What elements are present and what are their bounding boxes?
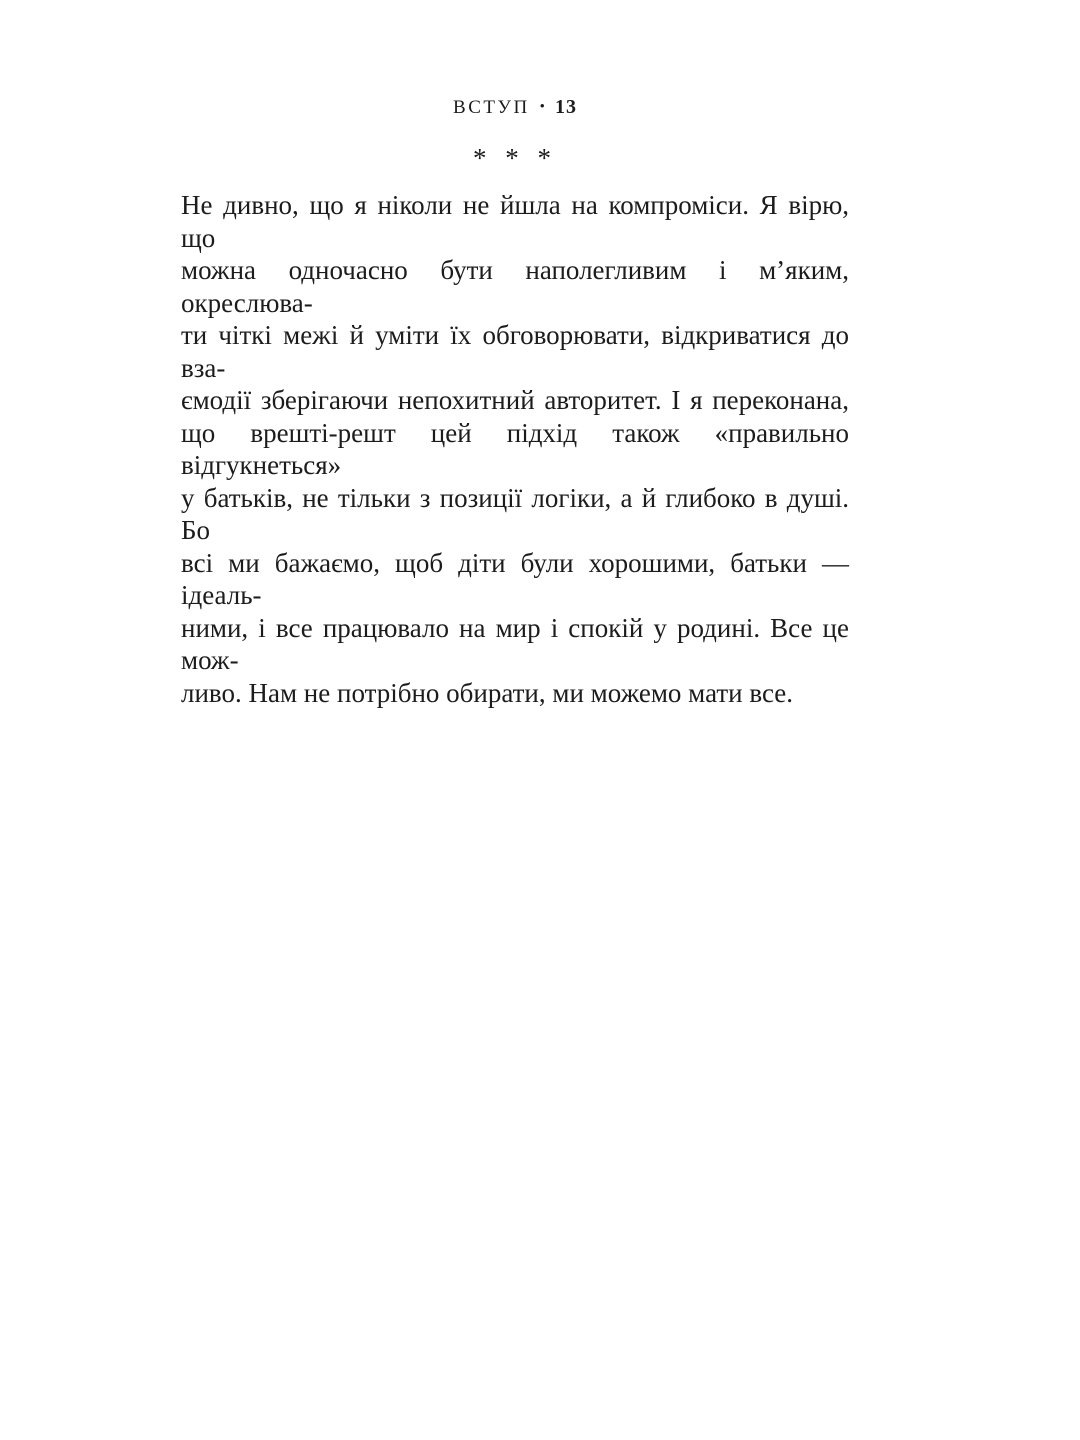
paragraph-line: можна одночасно бути наполегливим і м’яким, окреслюва- bbox=[181, 255, 849, 318]
body-paragraph bbox=[181, 189, 849, 709]
paragraph-line: Не дивно, що я ніколи не йшла на компроміси. Я вірю, що bbox=[181, 190, 849, 253]
paragraph-line: ними, і все працювало на мир і спокій у родині. Все це мож- bbox=[181, 612, 849, 675]
paragraph-line: ти чіткі межі й уміти їх обговорювати, відкриватися до вза- bbox=[181, 320, 849, 383]
running-header bbox=[181, 96, 849, 119]
paragraph-line: що врешті-решт цей підхід також «правильно відгукнеться» bbox=[181, 417, 849, 480]
section-divider-stars: * * * bbox=[473, 143, 557, 173]
paragraph-line: всі ми бажаємо, щоб діти були хорошими, батьки — ідеаль- bbox=[181, 547, 849, 610]
paragraph-line: у батьків, не тільки з позиції логіки, а й глибоко в душі. Бо bbox=[181, 482, 849, 545]
header-page-number: 13 bbox=[554, 96, 577, 118]
header-bullet-icon: • bbox=[539, 99, 545, 115]
paragraph-line: ливо. Нам не потрібно обирати, ми можемо мати все. bbox=[181, 677, 794, 708]
header-section-title: ВСТУП bbox=[453, 97, 530, 118]
paragraph-line: ємодії зберігаючи непохитний авторитет. І я переконана, bbox=[181, 385, 849, 415]
